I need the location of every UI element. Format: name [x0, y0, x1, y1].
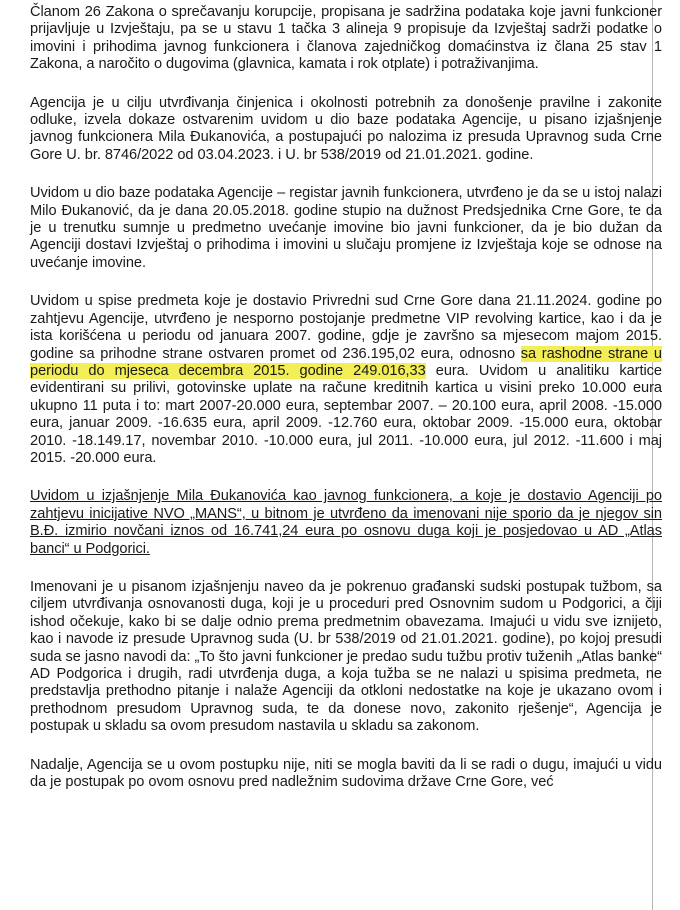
paragraph-statement-underlined: Uvidom u izjašnjenje Mila Đukanovića kao javnog funkcionera, a koje je dostavio Agenciji po zahtjevu inicijative NVO „MANS“, u bitnom je utvrđeno da imenovani nije sporio da je njegov sin B.Đ. izmirio novčani iznos od 16.741,24 eura po osnovu duga koji je posjedovao u AD „Atlas banci“ u Podgorici.	[30, 488, 662, 557]
paragraph-card-text-before: Uvidom u spise predmeta koje je dostavio Privredni sud Crne Gore dana 21.11.2024. godine po zahtjevu Agencije, utvrđeno je nesporno postojanje predmetne VIP revolving kartice, kao i da je ista korišćena u periodu od januara 2007. godine, gdje je završno sa mjesecom majom 2015. godine sa prihodne strane ostvaren promet od 236.195,02 eura, odnosno	[30, 293, 662, 362]
paragraph-article-26: Članom 26 Zakona o sprečavanju korupcije, propisana je sadržina podataka koje javni funkcioner prijavljuje u Izvještaju, pa se u stavu 1 tačka 3 alineja 9 propisuje da Izvještaj sadrži podatke o imovini i prihodima javnog funkcionera i članova zajedničkog domaćinstva iz člana 25 stav 1 Zakona, a naročito o dugovima (glavnica, kamata i rok otplate) i potraživanjima.	[30, 4, 662, 73]
document-page	[30, 4, 662, 812]
paragraph-card-text-after: eura. Uvidom u analitiku kartice evidentirani su prilivi, gotovinske uplate na račune kreditnih kartica u visini preko 10.000 eura ukupno 11 puta i to: mart 2007-20.000 eura, septembar 2007. – 20.100 eura, april 2008. -15.000 eura, januar 2009. -16.635 eura, april 2009. -12.760 eura, oktobar 2009. -15.000 eura, oktobar 2010. -18.149.17, novembar 2010. -10.000 eura, jul 2011. -10.000 eura, jul 2012. -11.600 i maj 2015. -20.000 eura.	[30, 362, 662, 466]
paragraph-lawsuit: Imenovani je u pisanom izjašnjenju naveo da je pokrenuo građanski sudski postupak tužbom, sa ciljem utvrđivanja osnovanosti duga, koji je u proceduri pred Osnovnim sudom u Podgorici, a čiji ishod očekuje, kako bi se dalje odnio prema predmetnim obavezama. Imajući u vidu sve iznijeto, kao i navode iz presude Upravnog suda (U. br 538/2019 od 21.01.2021. godine), po kojoj presudi suda se jasno navodi da: „To što javni funkcioner je predao sudu tužbu protiv tuženih „Atlas banke“ AD Podgorica i drugih, radi utvrđenja duga, a koja tužba se ne nalazi u spisima predmeta, ne predstavlja prethodno pitanje i nalaže Agenciji da otkloni nedostatke na koje je ukazano ovom i prethodnom presudom Upravnog suda, te da donese novo, zakonito rješenje“, Agencija je postupak u skladu sa ovom presudom nastavila u skladu sa zakonom.	[30, 578, 662, 735]
paragraph-registry: Uvidom u dio baze podataka Agencije – registar javnih funkcionera, utvrđeno je da se u istoj nalazi Milo Đukanović, da je dana 20.05.2018. godine stupio na dužnost Predsjednika Crne Gore, te da je u trenutku sumnje u predmetno uvećanje imovine bio javni funkcioner, da je bio dužan da Agenciji dostavi Izvještaj o prihodima i imovini u slučaju promjene iz Izvještaja koje se odnose na uvećanje imovine.	[30, 185, 662, 271]
paragraph-evidence: Agencija je u cilju utvrđivanja činjenica i okolnosti potrebnih za donošenje pravilne i zakonite odluke, izvela dokaze ostvarenim uvidom u dio baze podataka Agencije, u pisano izjašnjenje javnog funkcionera Mila Đukanovića, a postupajući po nalozima iz presuda Upravnog suda Crne Gore U. br. 8746/2022 od 03.04.2023. i U. br 538/2019 od 21.01.2021. godine.	[30, 94, 662, 163]
paragraph-card-analysis	[30, 293, 662, 467]
paragraph-further: Nadalje, Agencija se u ovom postupku nije, niti se mogla baviti da li se radi o dugu, imajući u vidu da je postupak po ovom osnovu pred nadležnim sudovima države Crne Gore, već	[30, 756, 662, 791]
highlighted-expense-amount: sa rashodne strane u periodu do mjeseca decembra 2015. godine 249.016,33	[30, 345, 662, 379]
